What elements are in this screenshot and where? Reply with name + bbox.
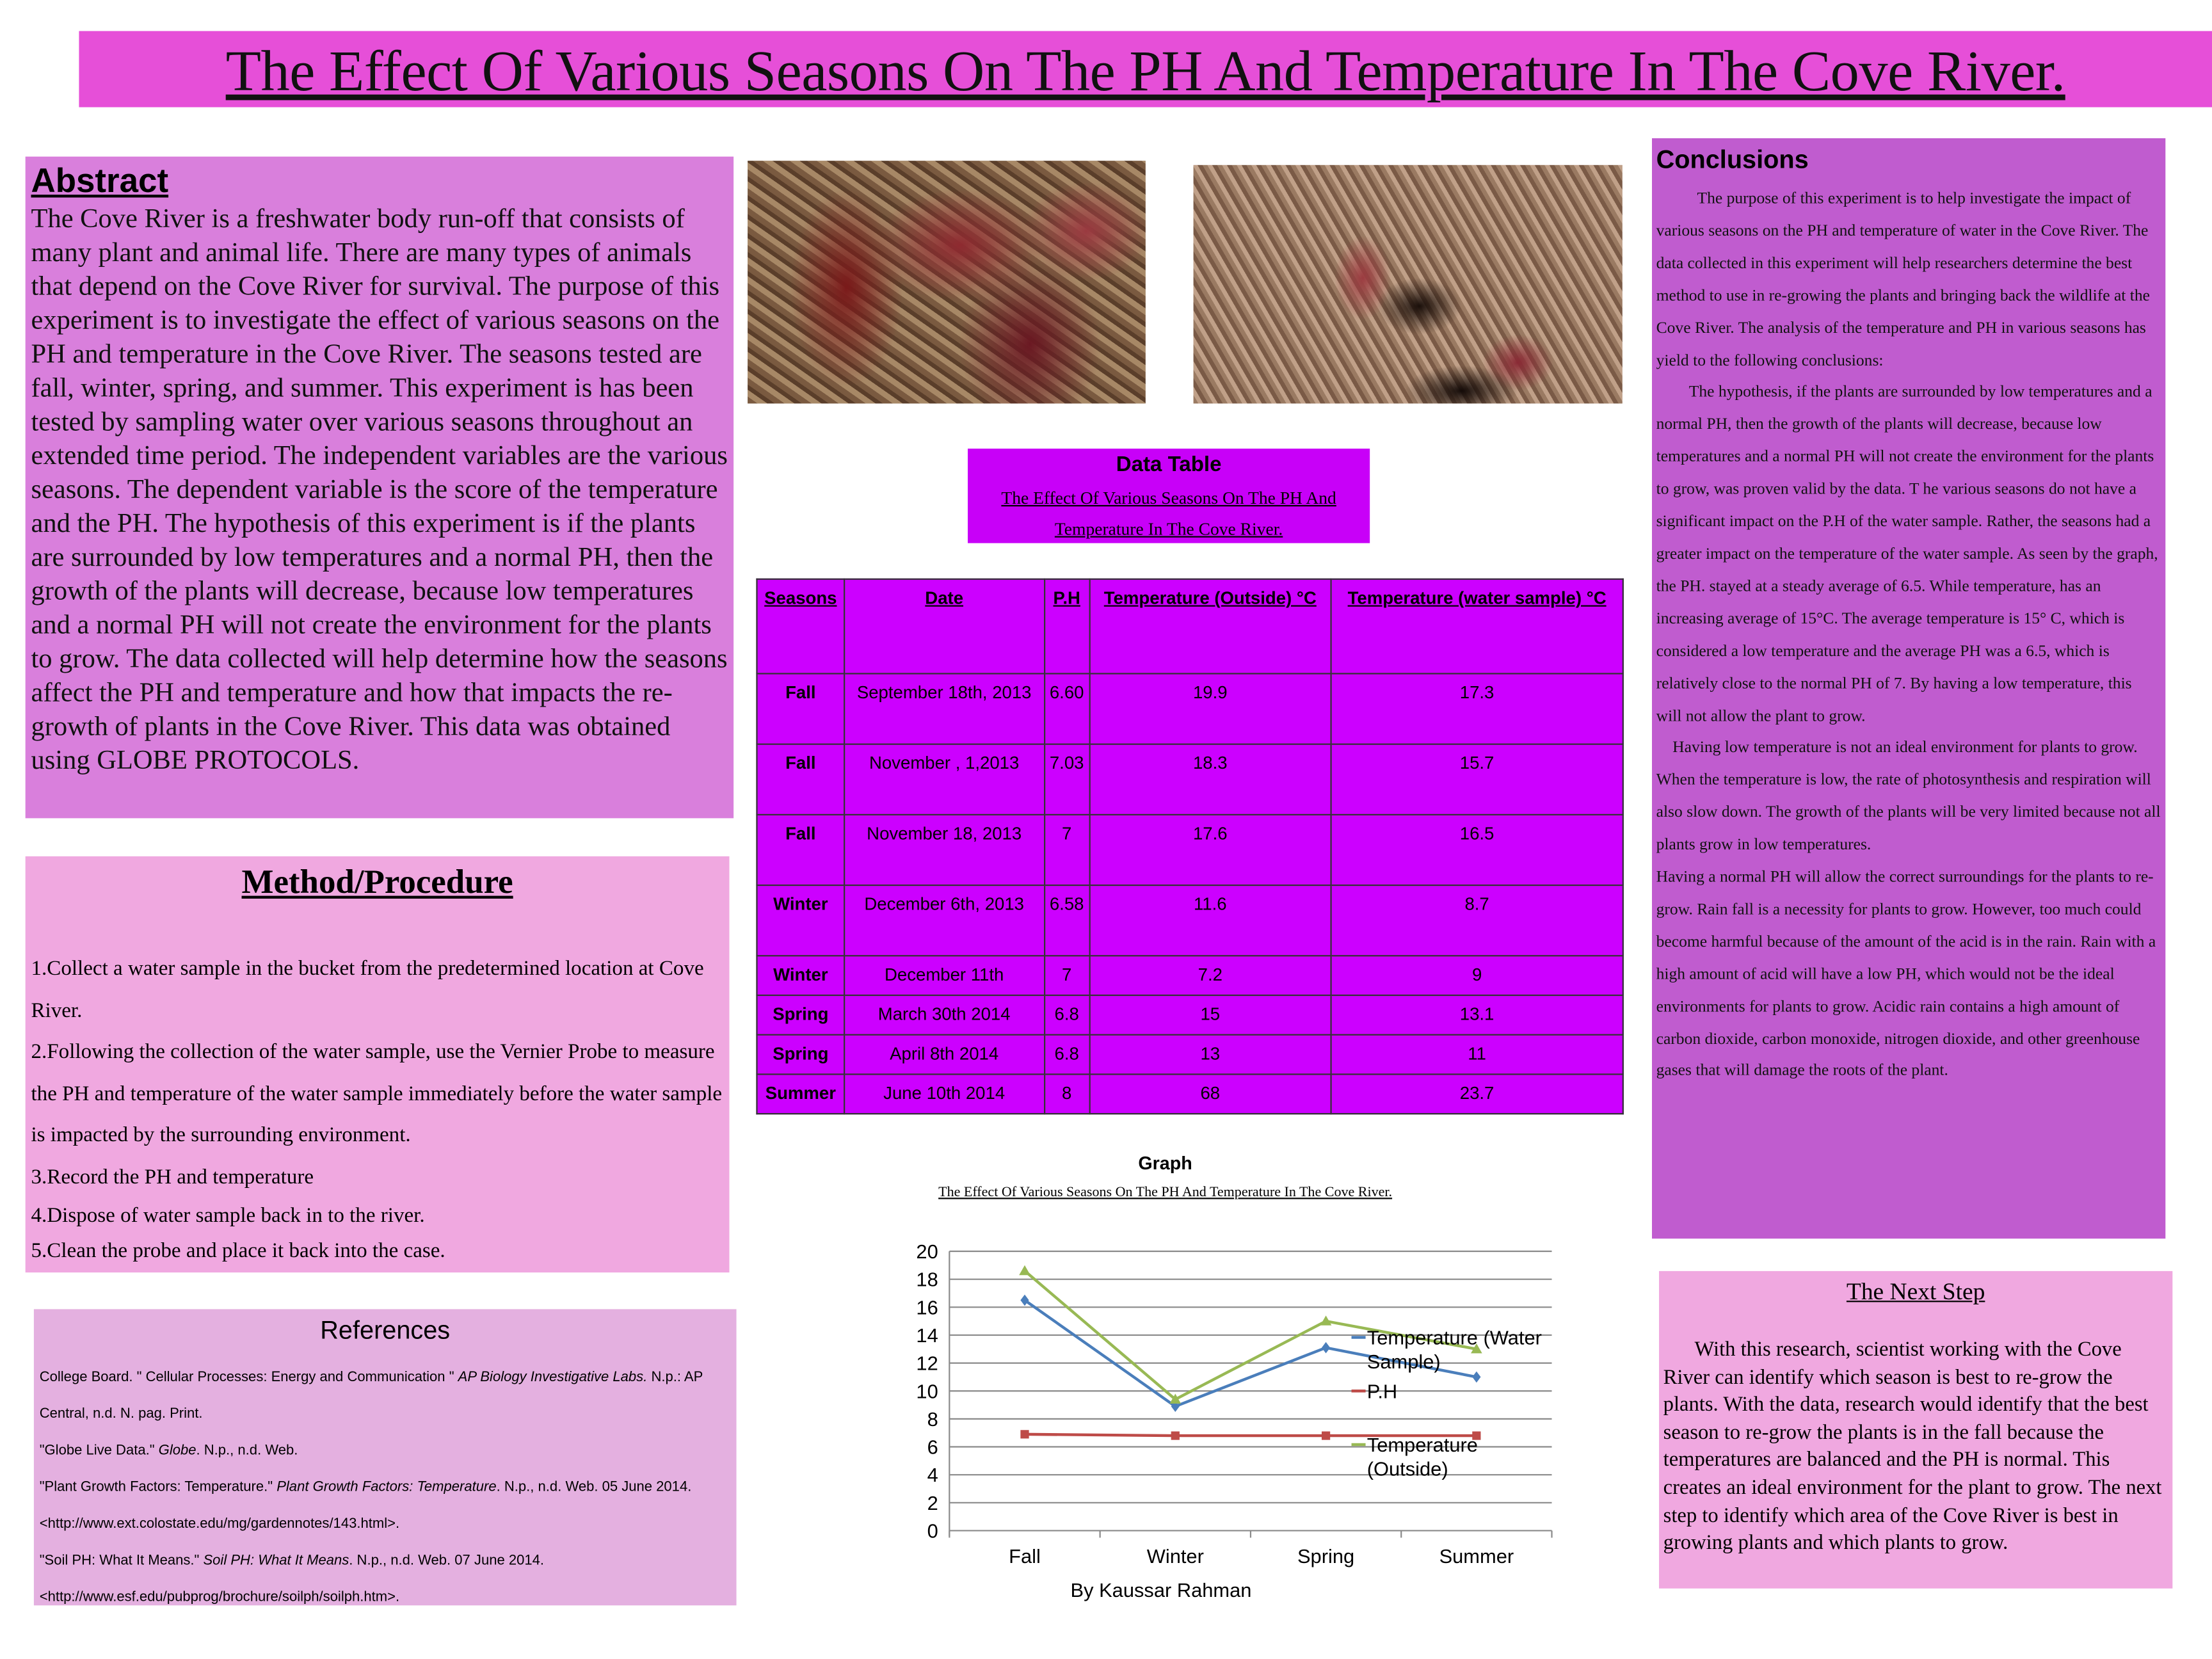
- table-cell-date: June 10th 2014: [844, 1074, 1044, 1114]
- reference-pre: College Board. " Cellular Processes: Energy and Communication ": [39, 1370, 458, 1386]
- table-row: [757, 1074, 1623, 1114]
- table-row: [757, 744, 1623, 815]
- table-cell-water: 13.1: [1331, 995, 1623, 1035]
- y-tick-label: 14: [916, 1324, 938, 1347]
- next-step-text: With this research, scientist working with the Cove River can identify which season is best to re-grow the plants. With the data, research would identify that the best season to re-grow the plants is in the fall because the temperatures are balanced and the PH is normal. This creates an ideal environment for the plant to grow. The next step to identify which area of the Cove River is best in growing plants and which plants to grow.: [1663, 1338, 2162, 1555]
- method-heading: Method/Procedure: [241, 865, 513, 902]
- y-tick-label: 18: [916, 1268, 938, 1291]
- table-cell-date: April 8th 2014: [844, 1035, 1044, 1075]
- method-step: 1.Collect a water sample in the bucket from the predetermined location at Cove River.: [31, 958, 704, 1022]
- column-header: Seasons: [757, 579, 844, 674]
- table-cell-water: 9: [1331, 956, 1623, 995]
- plant-photo-mulch: [1194, 165, 1623, 403]
- y-tick-label: 6: [927, 1436, 938, 1459]
- reference-pre: "Soil PH: What It Means.": [39, 1553, 204, 1569]
- y-tick-label: 8: [927, 1407, 938, 1431]
- y-tick-label: 16: [916, 1296, 938, 1319]
- reference-item: [40, 1433, 731, 1470]
- reference-post: . N.p., n.d. Web. 07 June 2014. <http://www.esf.edu/pubprog/brochure/soilph/soilph.htm>.: [39, 1553, 545, 1606]
- reference-post: . N.p., n.d. Web.: [196, 1443, 298, 1459]
- table-cell-water: 16.5: [1331, 815, 1623, 885]
- reference-ital: AP Biology Investigative Labs.: [458, 1370, 648, 1386]
- table-cell-outside: 18.3: [1089, 744, 1331, 815]
- table-cell-water: 23.7: [1331, 1074, 1623, 1114]
- conclusions-heading: Conclusions: [1656, 145, 1809, 174]
- graph-heading: Graph: [1138, 1152, 1192, 1174]
- data-point: [1171, 1431, 1180, 1439]
- line-chart: [889, 1228, 1580, 1623]
- data-point: [1320, 1315, 1332, 1325]
- legend-label: Temperature (Outside): [1366, 1434, 1478, 1480]
- conclusions-paragraph: Having low temperature is not an ideal environment for plants to grow. When the temperature is low, the rate of photosynthesis and respiration will also slow down. The growth of the plants will be very limited because not all plants grow in low temperatures.: [1656, 738, 2161, 854]
- y-tick-label: 4: [927, 1464, 938, 1487]
- reference-ital: Globe: [158, 1443, 196, 1459]
- column-header: Temperature (Outside) °C: [1089, 579, 1331, 674]
- reference-pre: "Globe Live Data.": [39, 1443, 159, 1459]
- data-point: [1019, 1265, 1030, 1275]
- x-tick-label: Fall: [1009, 1545, 1041, 1568]
- reference-item: [40, 1470, 731, 1544]
- method-step: 2.Following the collection of the water sample, use the Vernier Probe to measure the PH and temperature of the water sample immediately before the water sample is impacted by the surrounding environment.: [31, 1041, 723, 1147]
- table-cell-outside: 17.6: [1089, 815, 1331, 885]
- reference-item: [40, 1543, 731, 1617]
- next-step-heading: The Next Step: [1846, 1278, 1985, 1305]
- table-cell-water: 17.3: [1331, 673, 1623, 744]
- table-cell-season: Winter: [757, 885, 844, 956]
- table-cell-ph: 7: [1044, 956, 1089, 995]
- data-table-header: [968, 449, 1370, 543]
- x-tick-label: Summer: [1439, 1545, 1514, 1568]
- table-row: [757, 995, 1623, 1035]
- table-cell-ph: 6.60: [1044, 673, 1089, 744]
- table-cell-water: 8.7: [1331, 885, 1623, 956]
- data-table: [756, 579, 1624, 1115]
- table-cell-season: Spring: [757, 1035, 844, 1075]
- y-tick-label: 10: [916, 1380, 938, 1403]
- method-section: [26, 856, 730, 1272]
- reference-ital: Soil PH: What It Means: [203, 1553, 349, 1569]
- data-point: [1020, 1295, 1029, 1306]
- table-row: [757, 673, 1623, 744]
- references-heading: References: [320, 1316, 451, 1345]
- method-step: 3.Record the PH and temperature: [31, 1166, 314, 1189]
- y-tick-label: 12: [916, 1352, 938, 1375]
- reference-post: . N.p., n.d. Web. 05 June 2014. <http://www.ext.colostate.edu/mg/gardennotes/143.html>.: [39, 1480, 692, 1532]
- conclusions-paragraph: The purpose of this experiment is to help investigate the impact of various seasons on the PH and temperature of water in the Cove River. The data collected in this experiment will help researchers determine the best method to use in re-growing the plants and bringing back the wildlife at the Cove River. The analysis of the temperature and PH in various seasons has yield to the following conclusions:: [1656, 189, 2151, 369]
- reference-ital: Plant Growth Factors: Temperature: [276, 1480, 497, 1496]
- y-tick-label: 0: [927, 1519, 938, 1543]
- table-cell-water: 11: [1331, 1035, 1623, 1075]
- table-cell-ph: 6.8: [1044, 1035, 1089, 1075]
- graph-subtitle: The Effect Of Various Seasons On The PH And Temperature In The Cove River.: [938, 1185, 1393, 1201]
- table-cell-date: December 11th: [844, 956, 1044, 995]
- table-cell-outside: 15: [1089, 995, 1331, 1035]
- table-cell-date: November 18, 2013: [844, 815, 1044, 885]
- y-tick-label: 2: [927, 1491, 938, 1514]
- method-step: 5.Clean the probe and place it back into the case.: [31, 1240, 445, 1263]
- abstract-heading: Abstract: [31, 162, 169, 200]
- method-step: 4.Dispose of water sample back in to the river.: [31, 1205, 425, 1228]
- table-cell-ph: 8: [1044, 1074, 1089, 1114]
- x-tick-label: Winter: [1146, 1545, 1204, 1568]
- data-table-heading: Data Table: [1116, 453, 1222, 477]
- table-cell-date: March 30th 2014: [844, 995, 1044, 1035]
- abstract-text: The Cove River is a freshwater body run-off that consists of many plant and animal life. There are many types of animals that depend on the Cove River for survival. The purpose of this experiment is to investigate the effect of various seasons on the PH and temperature in the Cove River. The seasons tested are fall, winter, spring, and summer. This experiment is has been tested by sampling water over various seasons throughout an extended time period. The independent variables are the various seasons. The dependent variable is the score of the temperature and the PH. The hypothesis of this experiment is if the plants are surrounded by low temperatures and a normal PH, then the growth of the plants will decrease, because low temperatures and a normal PH will not create the environment for the plants to grow. The data collected will help determine how the seasons affect the PH and temperature and how that impacts the re-growth of plants in the Cove River. This data was obtained using GLOBE PROTOCOLS.: [31, 204, 728, 776]
- conclusions-paragraph: The hypothesis, if the plants are surrounded by low temperatures and a normal PH, then the growth of the plants will decrease, because low temperatures and a normal PH will not create the environment for the plants to grow, was proven valid by the data. T he various seasons do not have a significant impact on the P.H of the water sample. Rather, the seasons had a greater impact on the temperature of the water sample. As seen by the graph, the PH. stayed at a steady average of 6.5. While temperature, has an increasing average of 15°C. The average temperature is 15° C, which is considered a low temperature and the average PH was a 6.5, which is relatively close to the normal PH of 7. By having a low temperature, this will not allow the plant to grow.: [1656, 383, 2158, 725]
- poster-title: The Effect Of Various Seasons On The PH And Temperature In The Cove River.: [225, 38, 2065, 103]
- table-cell-season: Spring: [757, 995, 844, 1035]
- table-cell-outside: 19.9: [1089, 673, 1331, 744]
- column-header: P.H: [1044, 579, 1089, 674]
- table-cell-water: 15.7: [1331, 744, 1623, 815]
- data-point: [1020, 1430, 1029, 1438]
- plant-photo-closeup: [748, 161, 1146, 403]
- table-cell-outside: 7.2: [1089, 956, 1331, 995]
- table-cell-ph: 7.03: [1044, 744, 1089, 815]
- references-section: [34, 1309, 737, 1605]
- table-cell-season: Fall: [757, 815, 844, 885]
- reference-pre: "Plant Growth Factors: Temperature.": [39, 1480, 277, 1496]
- conclusions-paragraph: Having a normal PH will allow the correct surroundings for the plants to re-grow. Rain fall is a necessity for plants to grow. However, too much could become harmful because of the amount of the acid is in the rain. Rain with a high amount of acid will have a low PH, which would not be the ideal environments for plants to grow. Acidic rain contains a high amount of carbon dioxide, carbon monoxide, nitrogen dioxide, and other greenhouse gases that will damage the roots of the plant.: [1656, 867, 2156, 1080]
- table-row: [757, 885, 1623, 956]
- data-point: [1322, 1342, 1330, 1354]
- x-tick-label: Spring: [1297, 1545, 1355, 1568]
- table-cell-date: November , 1,2013: [844, 744, 1044, 815]
- data-point: [1322, 1431, 1330, 1439]
- table-cell-date: December 6th, 2013: [844, 885, 1044, 956]
- graph-header: [931, 1148, 1400, 1206]
- y-tick-label: 20: [916, 1240, 938, 1263]
- data-point: [1472, 1372, 1480, 1383]
- table-cell-ph: 6.58: [1044, 885, 1089, 956]
- reference-item: [40, 1360, 731, 1434]
- title-banner: [79, 31, 2212, 107]
- table-cell-outside: 13: [1089, 1035, 1331, 1075]
- table-cell-ph: 7: [1044, 815, 1089, 885]
- table-cell-ph: 6.8: [1044, 995, 1089, 1035]
- table-cell-season: Summer: [757, 1074, 844, 1114]
- x-axis-label: By Kaussar Rahman: [1070, 1579, 1252, 1602]
- column-header: Date: [844, 579, 1044, 674]
- data-table-subtitle: The Effect Of Various Seasons On The PH And Temperature In The Cove River.: [1001, 488, 1336, 539]
- legend-label: P.H: [1366, 1380, 1398, 1403]
- abstract-section: [26, 157, 733, 819]
- table-cell-season: Fall: [757, 673, 844, 744]
- table-row: [757, 956, 1623, 995]
- reference-post: N.p.: AP Central, n.d. N. pag. Print.: [39, 1370, 703, 1422]
- legend-label: Temperature (Water Sample): [1366, 1326, 1542, 1373]
- column-header: Temperature (water sample) °C: [1331, 579, 1623, 674]
- table-cell-outside: 11.6: [1089, 885, 1331, 956]
- table-cell-outside: 68: [1089, 1074, 1331, 1114]
- table-cell-date: September 18th, 2013: [844, 673, 1044, 744]
- next-step-section: [1659, 1271, 2172, 1589]
- table-cell-season: Winter: [757, 956, 844, 995]
- conclusions-section: [1652, 138, 2165, 1238]
- table-cell-season: Fall: [757, 744, 844, 815]
- table-row: [757, 1035, 1623, 1075]
- table-row: [757, 815, 1623, 885]
